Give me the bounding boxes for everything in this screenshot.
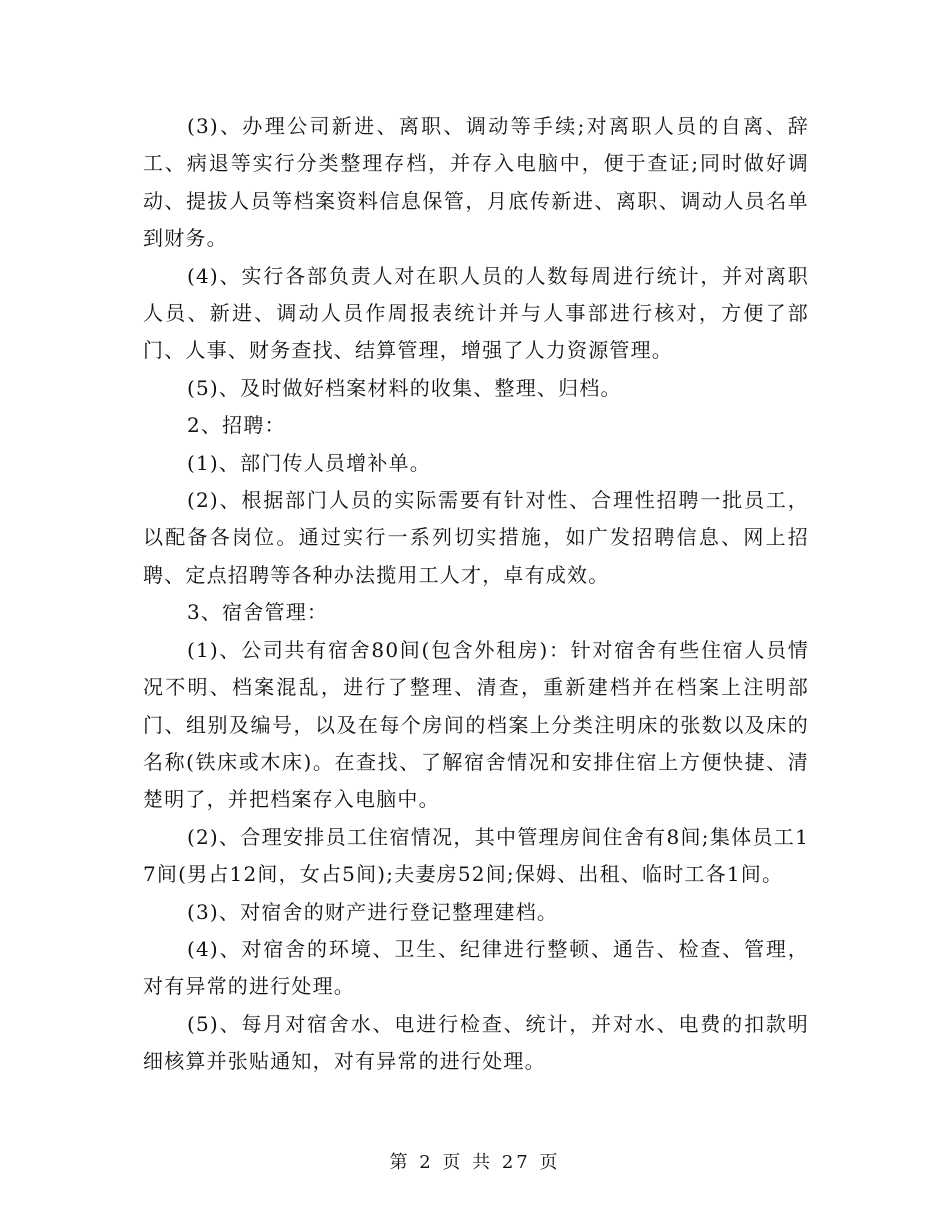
- paragraph-environment-management: (4)、对宿舍的环境、卫生、纪律进行整顿、通告、检查、管理，对有异常的进行处理。: [143, 936, 809, 999]
- document-body: [143, 108, 809, 1081]
- paragraph-utility-check: (5)、每月对宿舍水、电进行检查、统计，并对水、电费的扣款明细核算并张贴通知，对有异常的进行处理。: [143, 1011, 809, 1074]
- paragraph-archive-materials: (5)、及时做好档案材料的收集、整理、归档。: [187, 375, 622, 400]
- section-heading-dormitory: 3、宿舍管理：: [187, 600, 329, 625]
- paragraph-archive-procedures: (3)、办理公司新进、离职、调动等手续;对离职人员的自离、辞工、病退等实行分类整理存档，并存入电脑中，便于查证;同时做好调动、提拔人员等档案资料信息保管，月底传新进、离职、调动人员名单到财务。: [143, 114, 809, 251]
- paragraph-dormitory-count: (1)、公司共有宿舍80间(包含外租房)：针对宿舍有些住宿人员情况不明、档案混乱，进行了整理、清查，重新建档并在档案上注明部门、组别及编号，以及在每个房间的档案上分类注明床的张数以及床的名称(铁床或木床)。在查找、了解宿舍情况和安排住宿上方便快捷、清楚明了，并把档案存入电脑中。: [143, 637, 809, 812]
- paragraph-weekly-statistics: (4)、实行各部负责人对在职人员的人数每周进行统计，并对离职人员、新进、调动人员作周报表统计并与人事部进行核对，方便了部门、人事、财务查找、结算管理，增强了人力资源管理。: [143, 263, 809, 363]
- paragraph-recruitment-measures: (2)、根据部门人员的实际需要有针对性、合理性招聘一批员工，以配备各岗位。通过实行一系列切实措施，如广发招聘信息、网上招聘、定点招聘等各种办法揽用工人才，卓有成效。: [143, 488, 809, 587]
- section-heading-recruitment: 2、招聘：: [187, 413, 286, 438]
- paragraph-room-allocation: (2)、合理安排员工住宿情况，其中管理房间住舍有8间;集体员工17间(男占12间，女占5间);夫妻房52间;保姆、出租、临时工各1间。: [143, 824, 809, 887]
- paragraph-staff-requisition: (1)、部门传人员增补单。: [187, 450, 431, 475]
- paragraph-property-registration: (3)、对宿舍的财产进行登记整理建档。: [187, 899, 559, 924]
- page-number-footer: 第 2 页 共 27 页: [389, 1152, 561, 1173]
